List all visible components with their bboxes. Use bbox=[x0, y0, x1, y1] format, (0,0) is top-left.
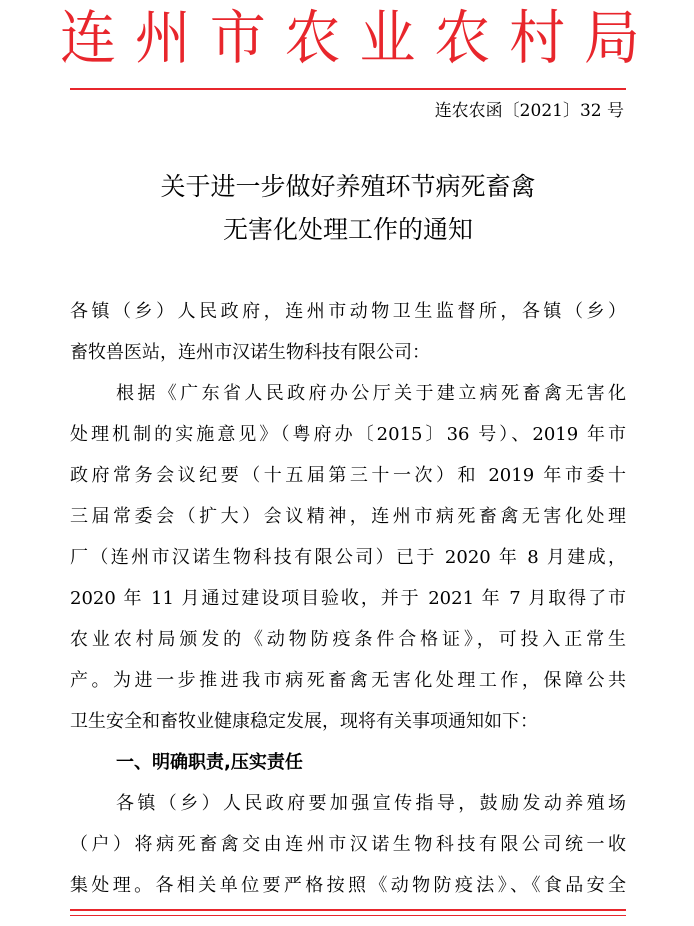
footer-red-rule bbox=[70, 909, 626, 911]
paragraph-line: 根据《广东省人民政府办公厅关于建立病死畜禽无害化 bbox=[116, 383, 626, 404]
header-char: 局 bbox=[583, 4, 640, 73]
section-heading: 一、明确职责,压实责任 bbox=[116, 752, 303, 773]
header-char: 市 bbox=[209, 4, 266, 73]
header-char: 连 bbox=[60, 4, 116, 73]
header-char: 业 bbox=[359, 4, 416, 73]
paragraph-line: 厂（连州市汉诺生物科技有限公司）已于 2020 年 8 月建成， bbox=[70, 547, 626, 568]
paragraph-line: 2020 年 11 月通过建设项目验收，并于 2021 年 7 月取得了市 bbox=[70, 588, 626, 609]
document-number: 连农农函〔2021〕32 号 bbox=[434, 101, 624, 121]
header-char: 村 bbox=[509, 4, 566, 73]
header-red-rule bbox=[70, 88, 626, 90]
paragraph-line: 三届常委会（扩大）会议精神，连州市病死畜禽无害化处理 bbox=[70, 506, 626, 527]
footer-red-rule-thin bbox=[70, 915, 626, 916]
document-title-line-2: 无害化处理工作的通知 bbox=[222, 215, 473, 244]
addressee-line: 畜牧兽医站，连州市汉诺生物科技有限公司： bbox=[70, 342, 430, 363]
issuing-authority-header bbox=[60, 2, 640, 76]
document-title-line-1: 关于进一步做好养殖环节病死畜禽 bbox=[160, 172, 536, 201]
addressee-line: 各镇（乡）人民政府，连州市动物卫生监督所，各镇（乡） bbox=[70, 301, 626, 322]
paragraph-line: 卫生安全和畜牧业健康稳定发展，现将有关事项通知如下： bbox=[70, 711, 538, 732]
paragraph-line: 农业农村局颁发的《动物防疫条件合格证》，可投入正常生 bbox=[70, 629, 626, 650]
paragraph-line: （户）将病死畜禽交由连州市汉诺生物科技有限公司统一收 bbox=[70, 834, 626, 855]
paragraph-line: 处理机制的实施意见》（粤府办〔2015〕36 号）、2019 年市 bbox=[70, 424, 626, 445]
header-char: 农 bbox=[284, 4, 341, 73]
paragraph-line: 产。为进一步推进我市病死畜禽无害化处理工作，保障公共 bbox=[70, 670, 626, 691]
header-char: 州 bbox=[134, 4, 191, 73]
paragraph-line: 政府常务会议纪要（十五届第三十一次）和 2019 年市委十 bbox=[70, 465, 626, 486]
paragraph-line: 各镇（乡）人民政府要加强宣传指导，鼓励发动养殖场 bbox=[116, 793, 626, 814]
paragraph-line: 集处理。各相关单位要严格按照《动物防疫法》、《食品安全 bbox=[70, 875, 626, 896]
header-char: 农 bbox=[434, 4, 491, 73]
